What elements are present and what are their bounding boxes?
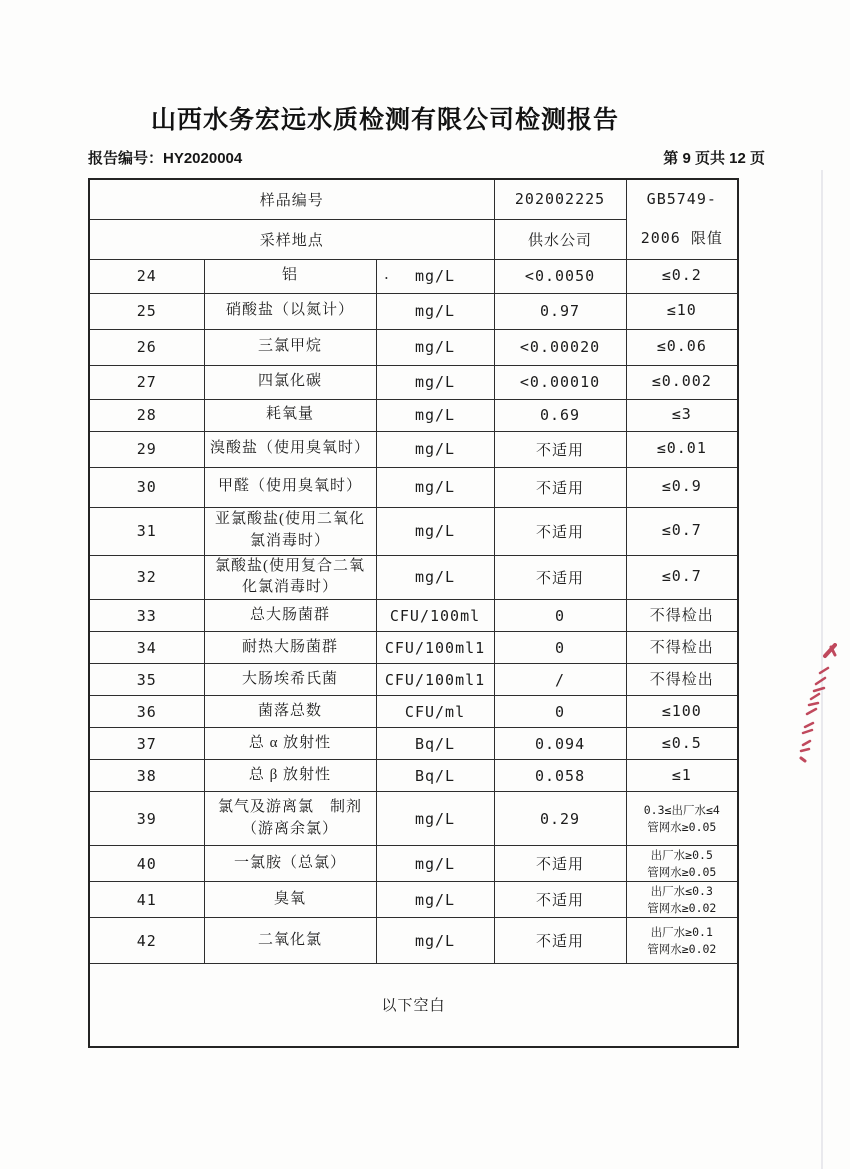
blank-note: 以下空白 — [89, 964, 738, 1047]
row-number: 40 — [89, 846, 204, 882]
sample-no-value: 202002225 — [494, 179, 626, 219]
param-value: 0.094 — [494, 728, 626, 760]
row-number: 37 — [89, 728, 204, 760]
param-unit: mg/L — [376, 882, 494, 918]
row-number: 24 — [89, 259, 204, 293]
scan-dot-artifact: . — [382, 267, 392, 283]
table-row — [89, 507, 738, 555]
param-name: 菌落总数 — [204, 696, 376, 728]
param-value: <0.0050 — [494, 259, 626, 293]
param-name: 硝酸盐（以氮计） — [204, 293, 376, 329]
param-unit: CFU/ml — [376, 696, 494, 728]
param-name: 亚氯酸盐(使用二氧化 氯消毒时） — [204, 507, 376, 555]
page-title: 山西水务宏远水质检测有限公司检测报告 — [150, 106, 619, 134]
param-value: 不适用 — [494, 467, 626, 507]
param-unit: Bq/L — [376, 728, 494, 760]
param-limit: 不得检出 — [626, 632, 738, 664]
param-limit: ≤100 — [626, 696, 738, 728]
param-unit: mg/L — [376, 399, 494, 431]
param-name: 四氯化碳 — [204, 365, 376, 399]
param-name: 耗氧量 — [204, 399, 376, 431]
table-header-row-sample — [89, 179, 738, 219]
param-value: 不适用 — [494, 507, 626, 555]
param-limit: ≤1 — [626, 760, 738, 792]
report-meta — [88, 147, 765, 168]
param-value: / — [494, 664, 626, 696]
param-value: 0 — [494, 696, 626, 728]
row-number: 29 — [89, 431, 204, 467]
param-limit: ≤0.06 — [626, 329, 738, 365]
location-label: 采样地点 — [89, 219, 494, 259]
param-name: 氯酸盐(使用复合二氧 化氯消毒时） — [204, 555, 376, 600]
param-unit: mg/L — [376, 846, 494, 882]
param-limit: ≤0.002 — [626, 365, 738, 399]
table-row — [89, 293, 738, 329]
table-row — [89, 600, 738, 632]
param-limit: ≤0.01 — [626, 431, 738, 467]
table-row — [89, 329, 738, 365]
param-value: <0.00020 — [494, 329, 626, 365]
table-row — [89, 399, 738, 431]
param-value: 不适用 — [494, 846, 626, 882]
param-name: 耐热大肠菌群 — [204, 632, 376, 664]
param-unit: . mg/L — [376, 259, 494, 293]
param-unit: CFU/100ml1 — [376, 664, 494, 696]
param-name: 二氧化氯 — [204, 918, 376, 964]
table-row — [89, 792, 738, 846]
param-limit: ≤0.9 — [626, 467, 738, 507]
row-number: 25 — [89, 293, 204, 329]
results-table — [88, 178, 739, 1048]
row-number: 35 — [89, 664, 204, 696]
table-row — [89, 259, 738, 293]
table-row — [89, 846, 738, 882]
row-number: 33 — [89, 600, 204, 632]
row-number: 27 — [89, 365, 204, 399]
param-value: 0 — [494, 600, 626, 632]
table-row — [89, 467, 738, 507]
param-name: 总大肠菌群 — [204, 600, 376, 632]
param-limit: 不得检出 — [626, 600, 738, 632]
param-unit: mg/L — [376, 792, 494, 846]
param-name: 甲醛（使用臭氧时） — [204, 467, 376, 507]
param-name: 氯气及游离氯 制剂 （游离余氯） — [204, 792, 376, 846]
location-value: 供水公司 — [494, 219, 626, 259]
report-number: 报告编号：HY2020004 — [88, 150, 243, 167]
param-value: 不适用 — [494, 882, 626, 918]
row-number: 32 — [89, 555, 204, 600]
param-value: 不适用 — [494, 918, 626, 964]
param-unit: mg/L — [376, 329, 494, 365]
param-name: 臭氧 — [204, 882, 376, 918]
param-name: 一氯胺（总氯） — [204, 846, 376, 882]
row-number: 31 — [89, 507, 204, 555]
param-value: 0.97 — [494, 293, 626, 329]
param-value: 0.058 — [494, 760, 626, 792]
row-number: 28 — [89, 399, 204, 431]
param-value: 0.69 — [494, 399, 626, 431]
param-unit: mg/L — [376, 431, 494, 467]
param-value: 0.29 — [494, 792, 626, 846]
row-number: 30 — [89, 467, 204, 507]
table-row — [89, 555, 738, 600]
param-limit: ≤0.7 — [626, 555, 738, 600]
param-name: 总 α 放射性 — [204, 728, 376, 760]
table-row — [89, 728, 738, 760]
table-row — [89, 760, 738, 792]
param-name: 铝 — [204, 259, 376, 293]
param-unit: CFU/100ml — [376, 600, 494, 632]
param-limit: 出厂水≥0.1 管网水≥0.02 — [626, 918, 738, 964]
param-limit: ≤3 — [626, 399, 738, 431]
param-name: 总 β 放射性 — [204, 760, 376, 792]
row-number: 38 — [89, 760, 204, 792]
red-seal-edge-icon — [795, 638, 840, 773]
table-row — [89, 882, 738, 918]
row-number: 36 — [89, 696, 204, 728]
table-row — [89, 632, 738, 664]
param-unit: Bq/L — [376, 760, 494, 792]
table-row — [89, 365, 738, 399]
row-number: 42 — [89, 918, 204, 964]
table-row — [89, 664, 738, 696]
param-limit: 出厂水≤0.3 管网水≥0.02 — [626, 882, 738, 918]
param-limit: ≤0.5 — [626, 728, 738, 760]
param-unit: mg/L — [376, 467, 494, 507]
param-value: 不适用 — [494, 555, 626, 600]
param-name: 三氯甲烷 — [204, 329, 376, 365]
param-limit: 出厂水≥0.5 管网水≥0.05 — [626, 846, 738, 882]
row-number: 26 — [89, 329, 204, 365]
row-number: 39 — [89, 792, 204, 846]
limit-column-header: GB5749- 2006 限值 — [626, 179, 738, 259]
param-limit: 0.3≤出厂水≤4 管网水≥0.05 — [626, 792, 738, 846]
param-unit: CFU/100ml1 — [376, 632, 494, 664]
param-value: <0.00010 — [494, 365, 626, 399]
param-unit: mg/L — [376, 507, 494, 555]
page-indicator: 第 9 页共 12 页 — [663, 150, 765, 167]
row-number: 34 — [89, 632, 204, 664]
param-unit: mg/L — [376, 365, 494, 399]
param-value: 不适用 — [494, 431, 626, 467]
param-limit: ≤0.7 — [626, 507, 738, 555]
table-row — [89, 918, 738, 964]
table-row — [89, 696, 738, 728]
param-unit: mg/L — [376, 918, 494, 964]
param-unit: mg/L — [376, 293, 494, 329]
blank-filler-row — [89, 964, 738, 1047]
param-name: 溴酸盐（使用臭氧时） — [204, 431, 376, 467]
param-limit: ≤0.2 — [626, 259, 738, 293]
table-row — [89, 431, 738, 467]
sample-no-label: 样品编号 — [89, 179, 494, 219]
param-limit: 不得检出 — [626, 664, 738, 696]
row-number: 41 — [89, 882, 204, 918]
param-limit: ≤10 — [626, 293, 738, 329]
param-name: 大肠埃希氏菌 — [204, 664, 376, 696]
param-value: 0 — [494, 632, 626, 664]
param-unit: mg/L — [376, 555, 494, 600]
